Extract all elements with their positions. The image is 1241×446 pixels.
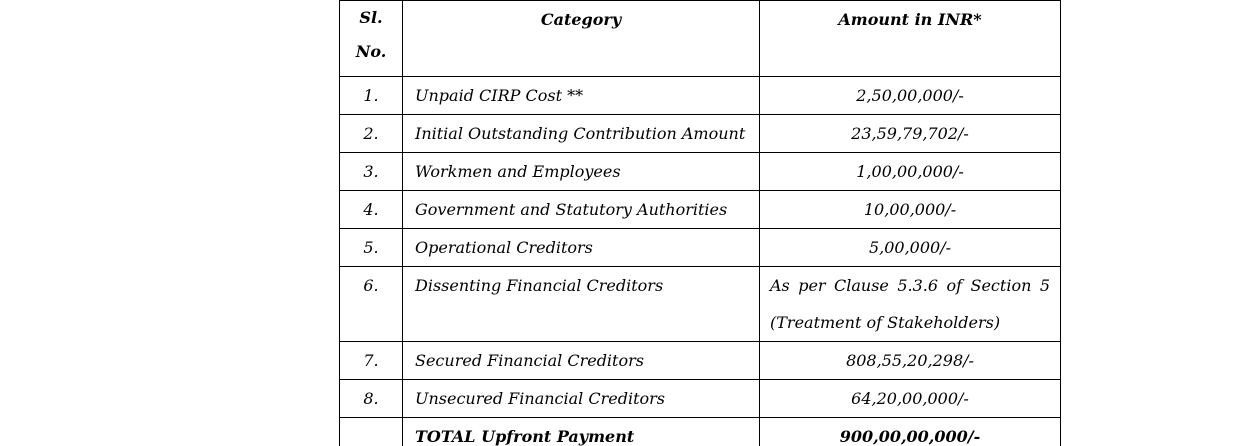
table-row — [340, 267, 1061, 342]
header-amount: Amount in INR* — [760, 1, 1061, 77]
row-amount: 5,00,000/- — [760, 229, 1061, 267]
row-category: Unsecured Financial Creditors — [403, 380, 760, 418]
table-row — [340, 77, 1061, 115]
total-row — [340, 418, 1061, 446]
header-category: Category — [403, 1, 760, 77]
row-sl: 8. — [340, 380, 403, 418]
table-row — [340, 115, 1061, 153]
table-row — [340, 342, 1061, 380]
row-category: Secured Financial Creditors — [403, 342, 760, 380]
payment-table — [339, 0, 1061, 446]
row-amount: 10,00,000/- — [760, 191, 1061, 229]
row-category: Unpaid CIRP Cost ** — [403, 77, 760, 115]
table-row — [340, 191, 1061, 229]
row-category: Dissenting Financial Creditors — [403, 267, 760, 342]
row-amount: 1,00,00,000/- — [760, 153, 1061, 191]
row-amount: 2,50,00,000/- — [760, 77, 1061, 115]
row-amount: 808,55,20,298/- — [760, 342, 1061, 380]
row-amount-line2: (Treatment of Stakeholders) — [770, 313, 1001, 332]
row-category: Initial Outstanding Contribution Amount — [403, 115, 760, 153]
row-sl: 6. — [340, 267, 403, 342]
total-amount: 900,00,00,000/- — [760, 418, 1061, 446]
total-label: TOTAL Upfront Payment — [403, 418, 760, 446]
row-category: Government and Statutory Authorities — [403, 191, 760, 229]
table-row — [340, 153, 1061, 191]
row-sl: 1. — [340, 77, 403, 115]
total-sl — [340, 418, 403, 446]
row-sl: 7. — [340, 342, 403, 380]
row-category: Operational Creditors — [403, 229, 760, 267]
header-sl-line2: No. — [355, 42, 387, 61]
row-amount-line1: As per Clause 5.3.6 of Section 5 — [770, 276, 1050, 295]
table-row — [340, 229, 1061, 267]
row-amount — [760, 267, 1061, 342]
header-sl-line1: Sl. — [359, 8, 383, 27]
row-sl: 5. — [340, 229, 403, 267]
table-header-row — [340, 1, 1061, 77]
header-sl-no — [340, 1, 403, 77]
row-amount: 64,20,00,000/- — [760, 380, 1061, 418]
row-sl: 2. — [340, 115, 403, 153]
table-row — [340, 380, 1061, 418]
row-sl: 3. — [340, 153, 403, 191]
row-amount: 23,59,79,702/- — [760, 115, 1061, 153]
row-sl: 4. — [340, 191, 403, 229]
row-category: Workmen and Employees — [403, 153, 760, 191]
